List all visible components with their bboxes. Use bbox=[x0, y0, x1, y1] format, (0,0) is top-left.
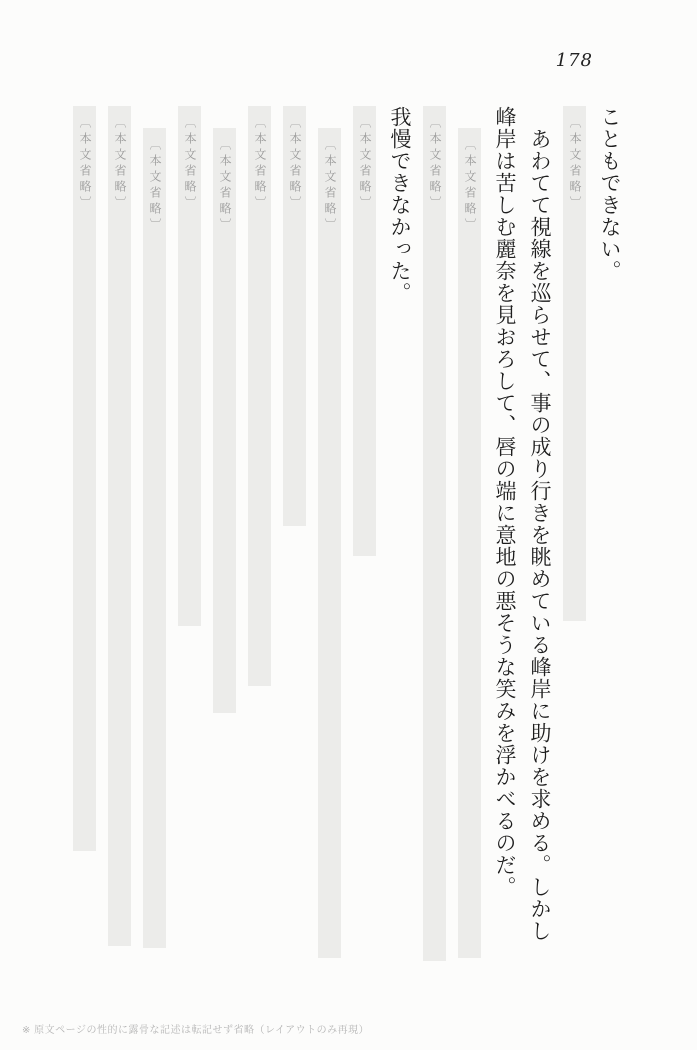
body-text bbox=[67, 106, 627, 968]
text-column: こともできない。 bbox=[598, 106, 622, 282]
text-column: 〔本文省略〕 bbox=[102, 106, 137, 946]
text-column: 〔本文省略〕 bbox=[137, 128, 172, 948]
text-column: 〔本文省略〕 bbox=[452, 128, 487, 958]
text-column: 峰岸は苦しむ麗奈を見おろして、唇の端に意地の悪そうな笑みを浮かべるのだ。 bbox=[493, 106, 517, 898]
text-column: 〔本文省略〕 bbox=[67, 106, 102, 851]
page-number: 178 bbox=[555, 50, 593, 71]
text-column: あわてて視線を巡らせて、事の成り行きを眺めている峰岸に助けを求める。しかし bbox=[528, 128, 552, 942]
text-column: 〔本文省略〕 bbox=[312, 128, 347, 958]
text-column: 〔本文省略〕 bbox=[172, 106, 207, 626]
text-column: 〔本文省略〕 bbox=[277, 106, 312, 526]
text-column: 〔本文省略〕 bbox=[557, 106, 592, 621]
redaction-note: ※ 原文ページの性的に露骨な記述は転記せず省略（レイアウトのみ再現） bbox=[22, 1025, 370, 1036]
text-column: 〔本文省略〕 bbox=[417, 106, 452, 961]
text-column: 〔本文省略〕 bbox=[347, 106, 382, 556]
text-column: 〔本文省略〕 bbox=[207, 128, 242, 713]
text-column: 我慢できなかった。 bbox=[388, 106, 412, 304]
text-column: 〔本文省略〕 bbox=[242, 106, 277, 686]
